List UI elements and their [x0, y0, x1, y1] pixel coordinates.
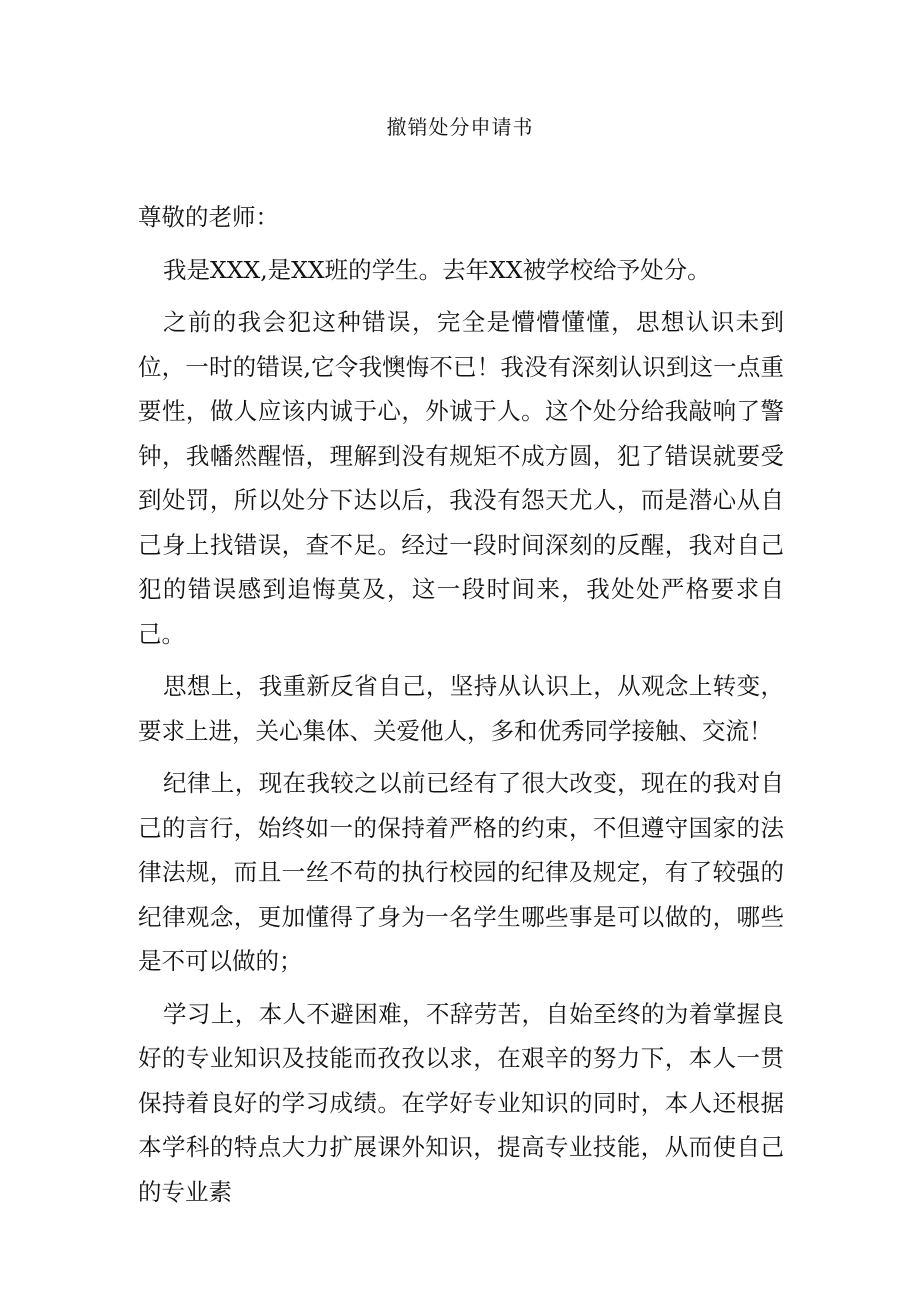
paragraph-thought: 思想上，我重新反省自己，坚持从认识上，从观念上转变，要求上进，关心集体、关爱他人，多和优秀同学接触、交流！	[138, 672, 784, 745]
document-body	[138, 195, 784, 1222]
paragraph-study: 学习上，本人不避困难，不辞劳苦，自始至终的为着掌握良好的专业知识及技能而孜孜以求，在艰辛的努力下，本人一贯保持着良好的学习成绩。在学好专业知识的同时，本人还根据本学科的特点大力扩展课外知识，提高专业技能，从而使自己的专业素	[138, 999, 784, 1206]
document-title: 撤销处分申请书	[386, 115, 534, 139]
paragraph-reflection: 之前的我会犯这种错误，完全是懵懵懂懂，思想认识未到位，一时的错误,它令我懊悔不已！我没有深刻认识到这一点重要性，做人应该内诚于心，外诚于人。这个处分给我敲响了警钟，我幡然醒悟，理解到没有规矩不成方圆，犯了错误就要受到处罚，所以处分下达以后，我没有怨天尤人，而是潜心从自己身上找错误，查不足。经过一段时间深刻的反醒，我对自己犯的错误感到追悔莫及，这一段时间来，我处处严格要求自己。	[138, 308, 784, 648]
paragraph-discipline: 纪律上，现在我较之以前已经有了很大改变，现在的我对自己的言行，始终如一的保持着严格的约束，不但遵守国家的法律法规，而且一丝不苟的执行校园的纪律及规定，有了较强的纪律观念，更加懂得了身为一名学生哪些事是可以做的，哪些是不可以做的；	[138, 769, 784, 975]
paragraph-intro: 我是XXX,是XX班的学生。去年XX被学校给予处分。	[163, 255, 711, 284]
salutation: 尊敬的老师：	[138, 203, 279, 231]
